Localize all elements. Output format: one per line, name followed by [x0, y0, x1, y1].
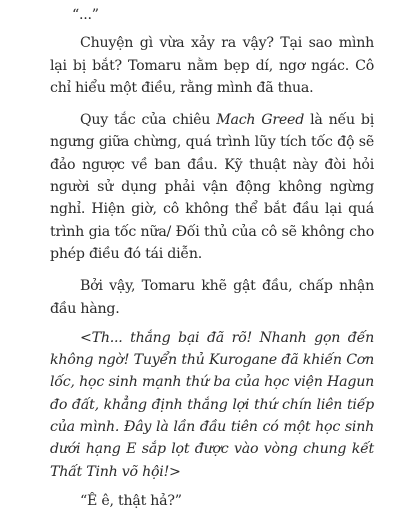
paragraph-mach-greed-rule: [50, 109, 374, 265]
paragraph-tomaru-confused: Chuyện gì vừa xảy ra vậy? Tại sao mình lại bị bắt? Tomaru nằm bẹp dí, ngơ ngác. Cô chỉ hiểu một điều, rằng mình đã thua.: [50, 35, 374, 96]
dialogue-ellipsis: “...”: [72, 7, 99, 23]
paragraph-text: là nếu bị ngưng giữa chừng, quá trình lũy tích tốc độ sẽ đảo ngược về ban đầu. Kỹ thuật này đòi hỏi người sử dụng phải vận động không ngừng nghỉ. Hiện giờ, cô không thể bắt đầu lại quá trình gia tốc nữa/ Đối thủ của cô sẽ không cho phép điều đó tái diễn.: [50, 112, 374, 262]
technique-name: Mach Greed: [216, 112, 305, 129]
paragraph-surrender: Bởi vậy, Tomaru khẽ gật đầu, chấp nhận đầu hàng.: [50, 278, 374, 317]
paragraph-text: Quy tắc của chiêu: [80, 112, 217, 129]
announcer-speech: <Th... thắng bại đã rõ! Nhanh gọn đến không ngờ! Tuyển thủ Kurogane đã khiến Cơn lốc, học sinh mạnh thứ ba của học viện Hagun đo đất, khẳng định thắng lợi thứ chín liên tiếp của mình. Đây là lần đầu tiên có một học sinh dưới hạng E sắp lọt được vào vòng chung kết Thất Tinh võ hội!>: [50, 329, 374, 480]
dialogue-line: “Ê ê, thật hả?”: [80, 492, 182, 509]
